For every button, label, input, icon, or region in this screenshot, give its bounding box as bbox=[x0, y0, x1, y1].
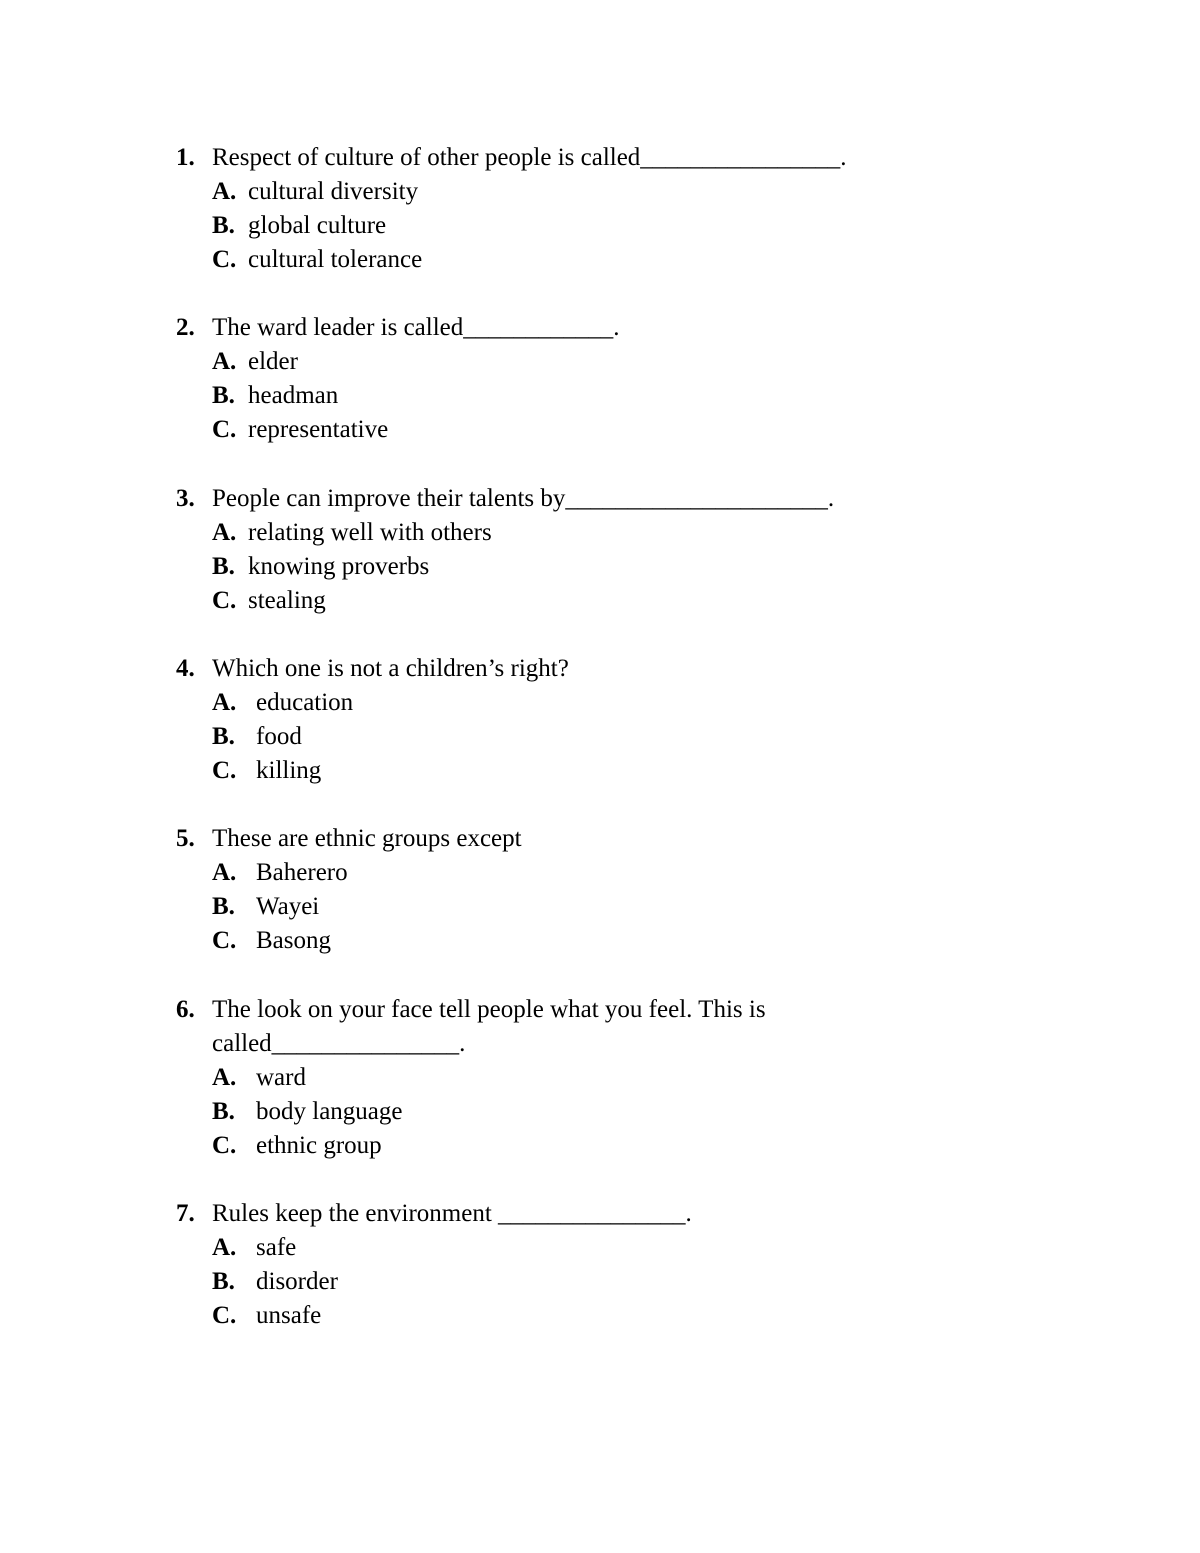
option-letter: B. bbox=[212, 382, 235, 409]
question-text: called_______________. bbox=[212, 1030, 466, 1057]
option-text: headman bbox=[248, 382, 339, 409]
option-letter: A. bbox=[212, 519, 237, 546]
option-letter: A. bbox=[212, 1234, 237, 1261]
question-text: Respect of culture of other people is called________________. bbox=[212, 144, 847, 171]
question-text: Which one is not a children’s right? bbox=[212, 655, 569, 682]
option-letter: A. bbox=[212, 859, 237, 886]
option-text: ward bbox=[256, 1064, 306, 1091]
question-line bbox=[176, 1197, 876, 1231]
question-line-continued bbox=[176, 1027, 876, 1061]
question-5 bbox=[176, 822, 876, 958]
question-2 bbox=[176, 311, 876, 447]
option-a bbox=[176, 345, 876, 379]
option-text: Baherero bbox=[256, 859, 348, 886]
option-text: ethnic group bbox=[256, 1132, 382, 1159]
question-line bbox=[176, 141, 876, 175]
question-number: 7. bbox=[176, 1200, 195, 1227]
option-text: cultural tolerance bbox=[248, 246, 423, 273]
question-7 bbox=[176, 1197, 876, 1333]
option-letter: C. bbox=[212, 246, 237, 273]
option-a bbox=[176, 516, 876, 550]
option-letter: B. bbox=[212, 893, 235, 920]
option-a bbox=[176, 856, 876, 890]
question-line bbox=[176, 482, 876, 516]
option-text: representative bbox=[248, 416, 389, 443]
option-b bbox=[176, 890, 876, 924]
option-letter: B. bbox=[212, 1098, 235, 1125]
option-a bbox=[176, 686, 876, 720]
option-letter: C. bbox=[212, 757, 237, 784]
option-letter: B. bbox=[212, 553, 235, 580]
option-text: elder bbox=[248, 348, 298, 375]
question-number: 3. bbox=[176, 485, 195, 512]
option-letter: A. bbox=[212, 1064, 237, 1091]
option-letter: A. bbox=[212, 348, 237, 375]
option-b bbox=[176, 209, 876, 243]
question-text: Rules keep the environment _______________. bbox=[212, 1200, 692, 1227]
question-number: 5. bbox=[176, 825, 195, 852]
option-text: killing bbox=[256, 757, 322, 784]
question-line bbox=[176, 822, 876, 856]
option-a bbox=[176, 1061, 876, 1095]
option-letter: B. bbox=[212, 212, 235, 239]
option-letter: C. bbox=[212, 927, 237, 954]
question-6 bbox=[176, 993, 876, 1163]
option-text: food bbox=[256, 723, 302, 750]
option-letter: B. bbox=[212, 723, 235, 750]
option-b bbox=[176, 1265, 876, 1299]
question-line bbox=[176, 993, 876, 1027]
option-b bbox=[176, 720, 876, 754]
question-1 bbox=[176, 141, 876, 277]
option-text: safe bbox=[256, 1234, 297, 1261]
option-c bbox=[176, 413, 876, 447]
option-c bbox=[176, 1129, 876, 1163]
option-c bbox=[176, 754, 876, 788]
question-text: The ward leader is called____________. bbox=[212, 314, 620, 341]
option-text: body language bbox=[256, 1098, 403, 1125]
question-number: 4. bbox=[176, 655, 195, 682]
option-a bbox=[176, 175, 876, 209]
option-text: Basong bbox=[256, 927, 331, 954]
question-number: 1. bbox=[176, 144, 195, 171]
option-letter: C. bbox=[212, 1302, 237, 1329]
option-a bbox=[176, 1231, 876, 1265]
question-text: People can improve their talents by_____________________. bbox=[212, 485, 835, 512]
option-letter: C. bbox=[212, 587, 237, 614]
option-text: Wayei bbox=[256, 893, 320, 920]
question-text: The look on your face tell people what you feel. This is bbox=[212, 996, 766, 1023]
option-b bbox=[176, 550, 876, 584]
option-letter: C. bbox=[212, 1132, 237, 1159]
option-text: cultural diversity bbox=[248, 178, 419, 205]
question-number: 6. bbox=[176, 996, 195, 1023]
option-c bbox=[176, 1299, 876, 1333]
option-text: education bbox=[256, 689, 354, 716]
question-line bbox=[176, 652, 876, 686]
question-text: These are ethnic groups except bbox=[212, 825, 522, 852]
option-c bbox=[176, 243, 876, 277]
option-b bbox=[176, 379, 876, 413]
option-letter: A. bbox=[212, 689, 237, 716]
option-letter: B. bbox=[212, 1268, 235, 1295]
option-c bbox=[176, 924, 876, 958]
option-text: global culture bbox=[248, 212, 387, 239]
option-letter: C. bbox=[212, 416, 237, 443]
option-c bbox=[176, 584, 876, 618]
question-line bbox=[176, 311, 876, 345]
question-3 bbox=[176, 482, 876, 618]
option-text: disorder bbox=[256, 1268, 338, 1295]
question-number: 2. bbox=[176, 314, 195, 341]
option-text: knowing proverbs bbox=[248, 553, 430, 580]
option-text: relating well with others bbox=[248, 519, 492, 546]
option-b bbox=[176, 1095, 876, 1129]
option-letter: A. bbox=[212, 178, 237, 205]
question-4 bbox=[176, 652, 876, 788]
option-text: stealing bbox=[248, 587, 326, 614]
option-text: unsafe bbox=[256, 1302, 322, 1329]
